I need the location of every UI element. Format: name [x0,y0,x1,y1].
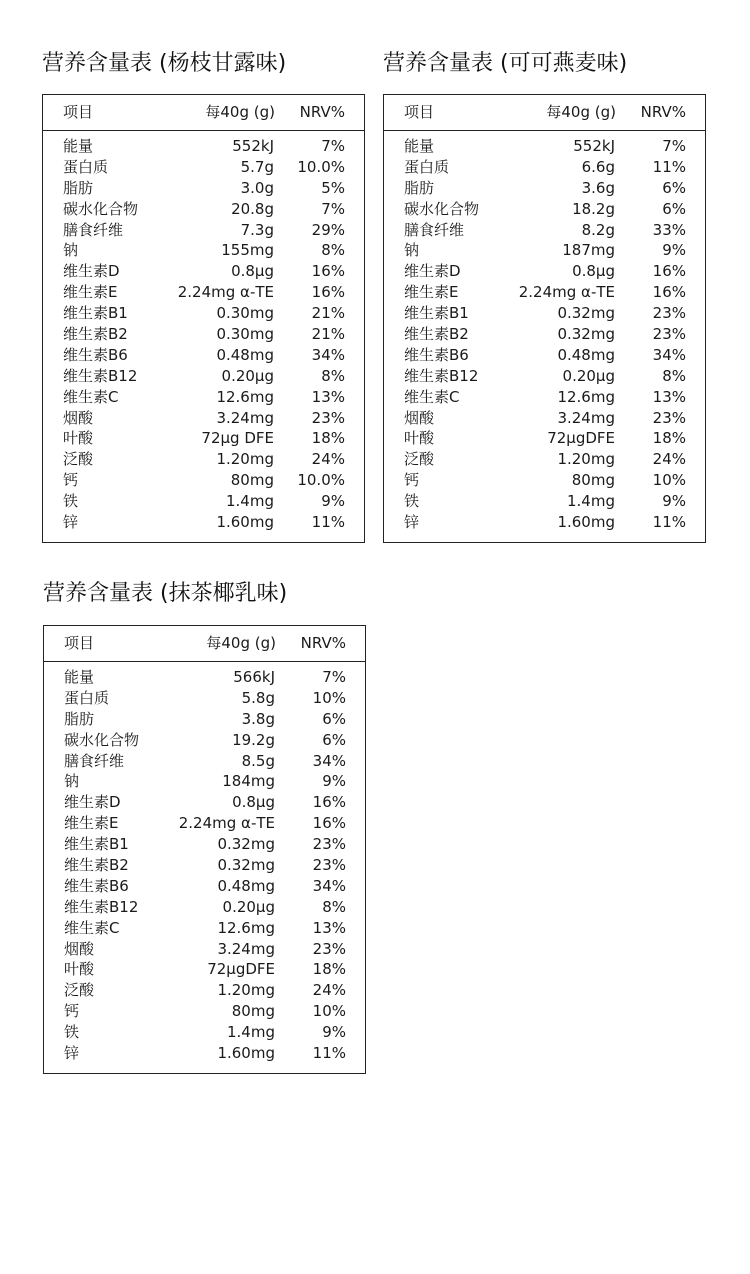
nutrient-name: 维生素B1 [64,835,129,854]
table-row [44,792,365,813]
nutrient-amount: 1.20mg [217,981,275,1000]
nutrient-amount: 80mg [231,1002,275,1021]
nutrient-nrv: 23% [652,325,686,344]
nutrient-amount: 0.32mg [217,856,275,875]
nutrient-name: 膳食纤维 [63,220,124,239]
nutrient-amount: 1.60mg [216,513,274,532]
table-row [384,220,705,241]
header-amount: 每40g (g) [205,103,275,121]
nutrient-name: 蛋白质 [63,157,109,176]
nutrient-nrv: 7% [322,668,346,686]
nutrient-name: 碳水化合物 [63,199,139,218]
nutrient-nrv: 9% [322,772,346,791]
nutrient-name: 泛酸 [404,450,435,469]
nutrient-nrv: 13% [311,387,345,406]
table-row [384,470,705,491]
table-row [384,491,705,512]
nutrient-name: 脂肪 [64,709,95,728]
nutrient-nrv: 8% [322,897,346,916]
nutrient-amount: 552kJ [232,137,274,155]
nutrient-amount: 12.6mg [217,918,275,937]
nutrient-amount: 3.0g [240,178,274,197]
nutrient-name: 维生素C [63,387,119,406]
nutrient-nrv: 34% [652,345,686,364]
table-row [43,345,364,366]
nutrition-table [43,625,366,1074]
table-row [384,157,705,178]
table-row [43,240,364,261]
nutrient-name: 碳水化合物 [64,730,140,749]
table-header [44,626,365,662]
nutrient-amount: 0.32mg [217,835,275,854]
nutrient-name: 锌 [63,513,79,532]
nutrient-nrv: 24% [311,450,345,469]
nutrient-amount: 18.2g [572,199,615,218]
nutrient-amount: 1.60mg [557,513,615,532]
nutrient-amount: 0.20μg [562,366,615,385]
table-row [384,324,705,345]
nutrient-nrv: 10.0% [297,471,345,490]
nutrient-nrv: 13% [312,918,346,937]
table-row [44,939,365,960]
header-item: 项目 [63,103,94,121]
nutrient-nrv: 16% [652,262,686,281]
nutrient-amount: 1.60mg [217,1044,275,1063]
table-row [43,491,364,512]
nutrient-nrv: 7% [662,137,686,155]
nutrient-nrv: 16% [311,283,345,302]
nutrient-nrv: 16% [312,793,346,812]
nutrient-name: 维生素B6 [64,876,129,895]
nutrient-amount: 80mg [571,471,615,490]
table-row [43,428,364,449]
nutrient-name: 钠 [64,772,80,791]
nutrient-amount: 0.8μg [572,262,615,281]
table-row [43,470,364,491]
nutrient-nrv: 21% [311,325,345,344]
nutrient-name: 维生素D [64,793,121,812]
nutrient-nrv: 8% [321,241,345,260]
table-body [43,136,364,533]
nutrient-amount: 19.2g [232,730,275,749]
nutrient-nrv: 24% [312,981,346,1000]
nutrient-amount: 0.20μg [221,366,274,385]
nutrient-name: 钙 [64,1002,80,1021]
nutrient-nrv: 34% [312,876,346,895]
nutrient-name: 维生素B6 [63,345,128,364]
nutrient-name: 叶酸 [64,960,95,979]
table-row [384,261,705,282]
nutrient-amount: 1.4mg [226,492,274,511]
nutrient-nrv: 9% [321,492,345,511]
nutrient-amount: 3.24mg [557,408,615,427]
nutrient-amount: 3.24mg [217,939,275,958]
nutrient-name: 膳食纤维 [404,220,465,239]
table-row [384,512,705,533]
header-item: 项目 [404,103,435,121]
table-row [43,178,364,199]
nutrient-name: 维生素B12 [63,366,138,385]
table-row [43,366,364,387]
nutrient-nrv: 10.0% [297,157,345,176]
table-row [384,303,705,324]
nutrient-amount: 0.48mg [216,345,274,364]
nutrient-nrv: 18% [652,429,686,448]
nutrient-nrv: 6% [662,178,686,197]
nutrient-nrv: 10% [312,1002,346,1021]
nutrient-name: 维生素B6 [404,345,469,364]
table-row [44,959,365,980]
nutrient-nrv: 23% [652,408,686,427]
nutrient-name: 铁 [404,492,420,511]
nutrient-amount: 1.20mg [557,450,615,469]
nutrient-nrv: 11% [311,513,345,532]
table-row [43,408,364,429]
nutrient-amount: 72μgDFE [207,960,275,979]
nutrient-name: 维生素B1 [63,304,128,323]
table-row [44,855,365,876]
panel-title: 营养含量表 (杨枝甘露味) [42,51,287,76]
table-row [384,428,705,449]
table-row [43,220,364,241]
table-body [44,667,365,1064]
nutrient-nrv: 7% [321,199,345,218]
table-row [43,282,364,303]
nutrient-name: 维生素B1 [404,304,469,323]
nutrient-amount: 8.5g [241,751,275,770]
table-row [43,303,364,324]
nutrient-nrv: 16% [652,283,686,302]
nutrient-nrv: 13% [652,387,686,406]
nutrient-name: 能量 [404,137,435,155]
nutrient-nrv: 9% [662,241,686,260]
table-header [384,95,705,131]
nutrient-name: 铁 [64,1023,80,1042]
header-amount: 每40g (g) [546,103,616,121]
nutrient-amount: 2.24mg α-TE [177,283,274,302]
nutrient-nrv: 18% [312,960,346,979]
nutrient-name: 烟酸 [404,408,435,427]
nutrient-name: 烟酸 [63,408,94,427]
nutrient-amount: 0.30mg [216,304,274,323]
nutrient-amount: 184mg [222,772,275,791]
table-row [44,980,365,1001]
nutrient-amount: 80mg [230,471,274,490]
nutrient-amount: 1.20mg [216,450,274,469]
nutrient-name: 维生素C [404,387,460,406]
nutrient-name: 脂肪 [404,178,435,197]
nutrient-name: 钙 [404,471,420,490]
nutrient-name: 蛋白质 [404,157,450,176]
table-row [384,178,705,199]
header-nrv: NRV% [640,103,686,121]
nutrient-nrv: 11% [652,513,686,532]
table-row [44,897,365,918]
table-row [43,449,364,470]
nutrient-amount: 3.6g [581,178,615,197]
nutrient-name: 脂肪 [63,178,94,197]
nutrient-amount: 12.6mg [216,387,274,406]
nutrient-name: 维生素B12 [64,897,139,916]
nutrient-nrv: 29% [311,220,345,239]
table-row [44,1043,365,1064]
nutrient-amount: 187mg [562,241,615,260]
nutrient-nrv: 8% [662,366,686,385]
nutrient-name: 钠 [63,241,79,260]
nutrient-amount: 1.4mg [227,1023,275,1042]
table-row [384,240,705,261]
nutrient-nrv: 5% [321,178,345,197]
panel-title: 营养含量表 (抹茶椰乳味) [43,581,288,606]
nutrient-amount: 0.8μg [232,793,275,812]
nutrient-nrv: 10% [652,471,686,490]
nutrient-nrv: 9% [322,1023,346,1042]
nutrient-amount: 72μg DFE [201,429,274,448]
nutrient-nrv: 9% [662,492,686,511]
nutrition-table [42,94,365,543]
nutrient-amount: 0.32mg [557,304,615,323]
nutrient-nrv: 23% [312,835,346,854]
table-row [44,1001,365,1022]
table-row [44,771,365,792]
table-row [384,136,705,157]
nutrient-amount: 72μgDFE [547,429,615,448]
nutrient-name: 铁 [63,492,79,511]
header-nrv: NRV% [300,634,346,652]
nutrient-name: 蛋白质 [64,688,110,707]
nutrient-name: 锌 [404,513,420,532]
nutrient-name: 碳水化合物 [404,199,480,218]
nutrient-nrv: 23% [312,856,346,875]
nutrient-name: 泛酸 [63,450,94,469]
nutrient-name: 烟酸 [64,939,95,958]
nutrient-nrv: 10% [312,688,346,707]
header-amount: 每40g (g) [206,634,276,652]
nutrient-nrv: 16% [311,262,345,281]
header-nrv: NRV% [299,103,345,121]
nutrient-name: 膳食纤维 [64,751,125,770]
table-row [44,834,365,855]
table-row [44,688,365,709]
table-row [44,918,365,939]
table-row [43,261,364,282]
table-body [384,136,705,533]
nutrient-amount: 155mg [221,241,274,260]
table-row [384,345,705,366]
nutrient-amount: 2.24mg α-TE [518,283,615,302]
nutrient-amount: 3.8g [241,709,275,728]
table-row [44,1022,365,1043]
nutrient-name: 维生素B12 [404,366,479,385]
table-row [44,667,365,688]
nutrient-amount: 0.30mg [216,325,274,344]
nutrient-amount: 0.48mg [217,876,275,895]
nutrient-amount: 3.24mg [216,408,274,427]
header-item: 项目 [64,634,95,652]
nutrient-amount: 566kJ [233,668,275,686]
nutrient-nrv: 6% [322,730,346,749]
nutrient-nrv: 34% [311,345,345,364]
table-row [44,876,365,897]
table-row [43,157,364,178]
nutrition-table [383,94,706,543]
nutrient-amount: 0.8μg [231,262,274,281]
nutrient-name: 维生素E [63,283,118,302]
nutrient-amount: 5.8g [241,688,275,707]
table-header [43,95,364,131]
nutrient-name: 维生素B2 [64,856,129,875]
nutrient-amount: 0.20μg [222,897,275,916]
table-row [384,366,705,387]
nutrient-nrv: 8% [321,366,345,385]
nutrient-nrv: 21% [311,304,345,323]
table-row [44,813,365,834]
nutrient-amount: 20.8g [231,199,274,218]
nutrient-name: 维生素B2 [63,325,128,344]
nutrient-nrv: 7% [321,137,345,155]
nutrient-nrv: 16% [312,814,346,833]
table-row [384,408,705,429]
nutrient-nrv: 34% [312,751,346,770]
nutrient-name: 维生素E [64,814,119,833]
nutrient-nrv: 6% [322,709,346,728]
table-row [44,751,365,772]
nutrient-nrv: 23% [311,408,345,427]
nutrient-name: 能量 [63,137,94,155]
nutrient-name: 钙 [63,471,79,490]
nutrient-nrv: 33% [652,220,686,239]
table-row [384,199,705,220]
panel-title: 营养含量表 (可可燕麦味) [383,51,628,76]
table-row [43,512,364,533]
table-row [43,324,364,345]
nutrient-name: 钠 [404,241,420,260]
nutrient-name: 能量 [64,668,95,686]
table-row [44,709,365,730]
nutrient-name: 泛酸 [64,981,95,1000]
table-row [43,136,364,157]
nutrient-amount: 8.2g [581,220,615,239]
nutrient-name: 锌 [64,1044,80,1063]
nutrient-name: 维生素D [63,262,120,281]
nutrient-nrv: 6% [662,199,686,218]
nutrient-name: 维生素C [64,918,120,937]
nutrient-name: 叶酸 [63,429,94,448]
table-row [384,387,705,408]
nutrient-amount: 6.6g [581,157,615,176]
table-row [43,199,364,220]
nutrient-nrv: 11% [312,1044,346,1063]
table-row [384,449,705,470]
nutrient-name: 叶酸 [404,429,435,448]
table-row [43,387,364,408]
nutrient-amount: 552kJ [573,137,615,155]
nutrient-nrv: 18% [311,429,345,448]
nutrient-nrv: 11% [652,157,686,176]
nutrient-amount: 1.4mg [567,492,615,511]
nutrient-amount: 0.32mg [557,325,615,344]
nutrient-amount: 12.6mg [557,387,615,406]
nutrient-name: 维生素D [404,262,461,281]
nutrient-nrv: 24% [652,450,686,469]
nutrient-nrv: 23% [652,304,686,323]
nutrient-amount: 0.48mg [557,345,615,364]
nutrient-name: 维生素B2 [404,325,469,344]
nutrient-amount: 5.7g [240,157,274,176]
nutrient-name: 维生素E [404,283,459,302]
nutrient-amount: 2.24mg α-TE [178,814,275,833]
nutrient-amount: 7.3g [240,220,274,239]
table-row [384,282,705,303]
table-row [44,730,365,751]
nutrient-nrv: 23% [312,939,346,958]
